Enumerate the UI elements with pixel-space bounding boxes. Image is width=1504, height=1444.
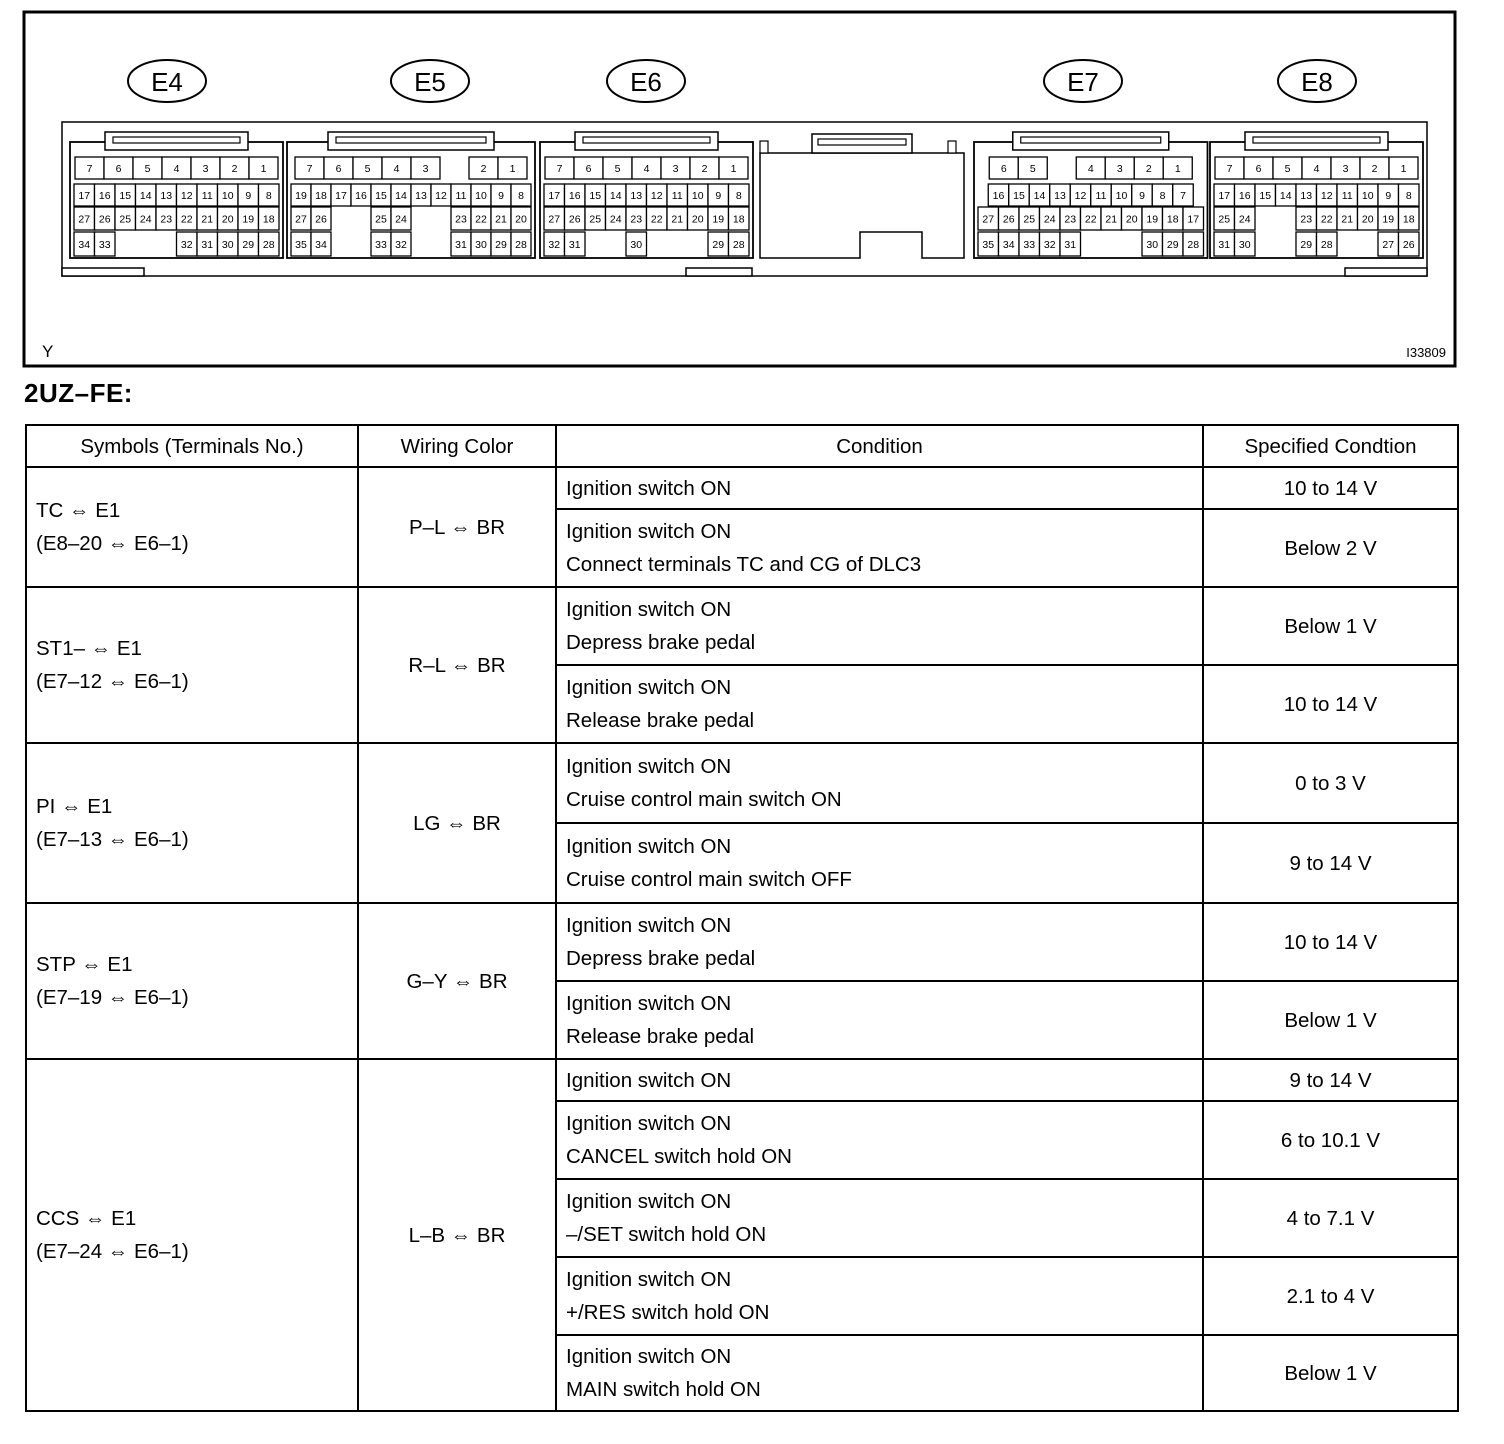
pin-number: 15 — [119, 190, 132, 202]
pin-number: 16 — [98, 190, 111, 202]
pin-number: 24 — [1238, 213, 1251, 226]
pin-number: 32 — [1043, 239, 1056, 251]
specified-condition-cell: Below 1 V — [1203, 1335, 1458, 1411]
pin-number: 19 — [242, 213, 255, 226]
pin-number: 33 — [375, 239, 387, 251]
pin-number: 9 — [1139, 190, 1145, 202]
symbol-cell — [26, 903, 358, 1059]
pin-number: 27 — [548, 213, 561, 226]
condition-line: Ignition switch ON — [566, 520, 732, 543]
condition-line: Release brake pedal — [566, 1025, 755, 1048]
condition-line: Ignition switch ON — [566, 835, 732, 858]
pin-number: 35 — [982, 239, 995, 251]
specified-condition-cell: 9 to 14 V — [1203, 823, 1458, 903]
pin-number: 31 — [455, 239, 467, 251]
terminal-numbers: (E7–12 ⇔ E6–1) — [36, 670, 189, 693]
pin-number: 6 — [585, 163, 592, 175]
pin-number: 19 — [1382, 213, 1395, 226]
pin-number: 26 — [98, 213, 111, 226]
connector-label-e8 — [1278, 60, 1356, 102]
housing-tab-center — [686, 268, 752, 276]
connector-latch-slot — [583, 137, 710, 143]
condition-line: Ignition switch ON — [566, 755, 732, 778]
condition-line: Ignition switch ON — [566, 992, 732, 1015]
pin-number: 34 — [78, 239, 91, 251]
pin-number: 33 — [98, 239, 111, 251]
table-row — [26, 903, 1458, 981]
pin-number: 14 — [395, 190, 407, 202]
pin-number: 8 — [518, 190, 524, 202]
condition-cell — [556, 1179, 1203, 1257]
specified-condition-cell: Below 1 V — [1203, 981, 1458, 1059]
pin-number: 27 — [295, 213, 307, 226]
connector-e4 — [70, 132, 283, 258]
condition-line: Depress brake pedal — [566, 947, 756, 970]
pin-number: 9 — [1385, 190, 1392, 202]
specified-condition-cell: 9 to 14 V — [1203, 1059, 1458, 1101]
pin-number: 3 — [422, 163, 429, 175]
condition-line: MAIN switch hold ON — [566, 1378, 761, 1401]
connector-label-e6 — [607, 60, 685, 102]
pin-number: 31 — [1218, 239, 1231, 251]
pin-number: 19 — [712, 213, 725, 226]
pin-number: 32 — [395, 239, 407, 251]
pin-number: 25 — [1218, 213, 1231, 226]
connector-e5 — [287, 132, 535, 258]
wiring-color-cell: R–L ⇔ BR — [358, 587, 556, 743]
pin-number: 28 — [515, 239, 527, 251]
header-specified-condition: Specified Condtion — [1203, 425, 1458, 467]
pin-number: 12 — [435, 190, 447, 202]
header-condition: Condition — [556, 425, 1203, 467]
condition-cell — [556, 1335, 1203, 1411]
pin-number: 11 — [1341, 190, 1353, 202]
pin-number: 28 — [1320, 239, 1333, 251]
condition-cell — [556, 1257, 1203, 1335]
pin-number: 14 — [609, 190, 622, 202]
pin-number: 15 — [589, 190, 602, 202]
terminal-numbers: (E7–19 ⇔ E6–1) — [36, 986, 189, 1009]
pin-number: 34 — [1002, 239, 1015, 251]
pin-number: 31 — [201, 239, 214, 251]
pin-number: 20 — [691, 213, 704, 226]
symbol-cell — [26, 587, 358, 743]
pin-number: 31 — [1064, 239, 1077, 251]
condition-line: Ignition switch ON — [566, 1268, 732, 1291]
condition-line: Ignition switch ON — [566, 676, 732, 699]
condition-line: Ignition switch ON — [566, 598, 732, 621]
pin-number: 5 — [144, 163, 151, 175]
pin-number: 1 — [1400, 163, 1407, 175]
specified-condition-cell: 0 to 3 V — [1203, 743, 1458, 823]
housing-tab-right — [1345, 268, 1427, 276]
pin-number: 22 — [475, 213, 487, 226]
pin-number: 19 — [1146, 213, 1159, 226]
condition-cell — [556, 903, 1203, 981]
pin-number: 30 — [1238, 239, 1251, 251]
pin-number: 30 — [1146, 239, 1159, 251]
pin-number: 3 — [1342, 163, 1349, 175]
connector-label-e7 — [1044, 60, 1122, 102]
pin-number: 1 — [509, 163, 516, 175]
spec-table — [25, 424, 1459, 1412]
svg-text:E6: E6 — [630, 67, 662, 97]
pin-number: 12 — [1320, 190, 1333, 202]
pin-number: 35 — [295, 239, 307, 251]
pin-number: 25 — [1023, 213, 1036, 226]
specified-condition-cell: Below 1 V — [1203, 587, 1458, 665]
pin-number: 32 — [548, 239, 561, 251]
pin-number: 17 — [548, 190, 561, 202]
symbol-text: ST1– ⇔ E1 — [36, 637, 142, 660]
specified-condition-cell: 4 to 7.1 V — [1203, 1179, 1458, 1257]
specified-condition-cell: 10 to 14 V — [1203, 903, 1458, 981]
pin-number: 9 — [498, 190, 504, 202]
pin-number: 30 — [221, 239, 234, 251]
pin-number: 14 — [1279, 190, 1292, 202]
pin-number: 16 — [568, 190, 581, 202]
pin-number: 13 — [630, 190, 643, 202]
pin-number: 4 — [1313, 163, 1320, 175]
pin-number: 26 — [568, 213, 581, 226]
pin-number: 22 — [650, 213, 663, 226]
specified-condition-cell: 2.1 to 4 V — [1203, 1257, 1458, 1335]
pin-number: 18 — [1166, 213, 1179, 226]
table-row — [26, 1059, 1458, 1101]
pin-number: 16 — [992, 190, 1005, 202]
pin-number: 5 — [364, 163, 371, 175]
connector-latch-slot — [113, 137, 240, 143]
pin-number: 34 — [315, 239, 327, 251]
figure-id: I33809 — [1406, 345, 1446, 360]
pin-number: 13 — [415, 190, 427, 202]
pin-number: 11 — [201, 190, 213, 202]
pin-number: 15 — [1259, 190, 1272, 202]
pin-number: 4 — [173, 163, 180, 175]
terminal-numbers: (E7–24 ⇔ E6–1) — [36, 1240, 189, 1263]
pin-number: 23 — [160, 213, 173, 226]
condition-cell — [556, 1059, 1203, 1101]
condition-line: Depress brake pedal — [566, 631, 756, 654]
pin-number: 13 — [1300, 190, 1313, 202]
connector-latch-slot — [1253, 137, 1380, 143]
pin-number: 7 — [556, 163, 563, 175]
header-symbols: Symbols (Terminals No.) — [26, 425, 358, 467]
connector-latch-slot — [1021, 137, 1161, 143]
condition-line: Release brake pedal — [566, 709, 755, 732]
condition-cell — [556, 823, 1203, 903]
pin-number: 29 — [1300, 239, 1313, 251]
condition-line: CANCEL switch hold ON — [566, 1145, 792, 1168]
pin-number: 20 — [1125, 213, 1138, 226]
connector-label-e4 — [128, 60, 206, 102]
pin-number: 8 — [1405, 190, 1412, 202]
connector-e6 — [540, 132, 753, 258]
wiring-color-cell: L–B ⇔ BR — [358, 1059, 556, 1411]
pin-number: 13 — [1054, 190, 1066, 202]
pin-number: 11 — [1095, 190, 1107, 202]
connector-label-e5 — [391, 60, 469, 102]
pin-number: 11 — [455, 190, 467, 202]
pin-number: 2 — [231, 163, 238, 175]
pin-number: 17 — [1218, 190, 1231, 202]
pin-number: 8 — [735, 190, 742, 202]
pin-number: 33 — [1023, 239, 1036, 251]
header-row — [26, 425, 1458, 467]
svg-text:E7: E7 — [1067, 67, 1099, 97]
pin-number: 27 — [982, 213, 995, 226]
pin-number: 16 — [355, 190, 367, 202]
pin-number: 24 — [1043, 213, 1056, 226]
condition-line: Ignition switch ON — [566, 476, 732, 500]
pin-number: 11 — [671, 190, 683, 202]
header-wiring-color: Wiring Color — [358, 425, 556, 467]
pin-number: 30 — [475, 239, 487, 251]
pin-number: 8 — [1159, 190, 1166, 202]
pin-number: 20 — [1361, 213, 1374, 226]
pin-number: 30 — [630, 239, 643, 251]
pin-number: 4 — [393, 163, 400, 175]
condition-cell — [556, 665, 1203, 743]
specified-condition-cell: Below 2 V — [1203, 509, 1458, 587]
condition-line: Ignition switch ON — [566, 1190, 732, 1213]
terminal-numbers: (E8–20 ⇔ E6–1) — [36, 532, 189, 555]
svg-text:E4: E4 — [151, 67, 183, 97]
pin-number: 2 — [1371, 163, 1378, 175]
symbol-text: TC ⇔ E1 — [36, 499, 121, 522]
pin-number: 19 — [295, 190, 307, 202]
pin-number: 29 — [712, 239, 725, 251]
condition-line: Connect terminals TC and CG of DLC3 — [566, 553, 922, 576]
table-row — [26, 467, 1458, 509]
pin-number: 8 — [265, 190, 272, 202]
pin-number: 12 — [1074, 190, 1087, 202]
symbol-cell — [26, 467, 358, 587]
pin-number: 14 — [139, 190, 152, 202]
pin-number: 28 — [732, 239, 745, 251]
pin-number: 28 — [1187, 239, 1200, 251]
pin-number: 6 — [1000, 163, 1007, 175]
pin-number: 9 — [715, 190, 722, 202]
pin-number: 17 — [78, 190, 91, 202]
pin-number: 21 — [1105, 213, 1118, 226]
symbol-cell — [26, 743, 358, 903]
pin-number: 1 — [730, 163, 737, 175]
condition-line: –/SET switch hold ON — [566, 1223, 767, 1246]
pin-number: 18 — [732, 213, 745, 226]
pin-number: 25 — [119, 213, 132, 226]
pin-number: 12 — [180, 190, 193, 202]
condition-cell — [556, 587, 1203, 665]
pin-number: 3 — [1116, 163, 1123, 175]
pin-number: 7 — [306, 163, 313, 175]
pin-number: 7 — [1226, 163, 1233, 175]
pin-number: 10 — [1115, 190, 1128, 202]
pin-number: 27 — [78, 213, 91, 226]
svg-text:E8: E8 — [1301, 67, 1333, 97]
condition-cell — [556, 467, 1203, 509]
pin-number: 23 — [455, 213, 467, 226]
pin-number: 3 — [672, 163, 679, 175]
pin-number: 1 — [1174, 163, 1181, 175]
pin-number: 26 — [1402, 239, 1415, 251]
pin-number: 5 — [1284, 163, 1291, 175]
pin-number: 10 — [475, 190, 487, 202]
pin-number: 24 — [139, 213, 152, 226]
pin-number: 25 — [375, 213, 387, 226]
pin-number: 10 — [1361, 190, 1374, 202]
section-title: 2UZ–FE: — [24, 378, 133, 408]
pin-number: 2 — [480, 163, 487, 175]
pin-number: 23 — [630, 213, 643, 226]
specified-condition-cell: 10 to 14 V — [1203, 467, 1458, 509]
symbol-cell — [26, 1059, 358, 1411]
pin-number: 18 — [262, 213, 275, 226]
housing-tab-left — [62, 268, 144, 276]
table-row — [26, 587, 1458, 665]
pin-number: 15 — [375, 190, 387, 202]
condition-cell — [556, 1101, 1203, 1179]
svg-text:E5: E5 — [414, 67, 446, 97]
condition-line: +/RES switch hold ON — [566, 1301, 770, 1324]
pin-number: 24 — [609, 213, 622, 226]
wiring-color-cell: G–Y ⇔ BR — [358, 903, 556, 1059]
table-row — [26, 743, 1458, 823]
pin-number: 7 — [1180, 190, 1186, 202]
pin-number: 7 — [86, 163, 93, 175]
pin-number: 32 — [180, 239, 193, 251]
pin-number: 22 — [180, 213, 193, 226]
specified-condition-cell: 10 to 14 V — [1203, 665, 1458, 743]
wiring-color-cell: LG ⇔ BR — [358, 743, 556, 903]
pin-number: 23 — [1064, 213, 1077, 226]
pin-number: 1 — [260, 163, 267, 175]
pin-number: 26 — [1002, 213, 1015, 226]
pin-number: 29 — [495, 239, 507, 251]
pin-number: 6 — [115, 163, 122, 175]
condition-line: Ignition switch ON — [566, 1345, 732, 1368]
corner-label: Y — [42, 342, 54, 361]
condition-line: Cruise control main switch ON — [566, 788, 842, 811]
pin-number: 23 — [1300, 213, 1313, 226]
pin-number: 22 — [1084, 213, 1097, 226]
pin-number: 12 — [650, 190, 663, 202]
pin-number: 2 — [701, 163, 708, 175]
connector-e8 — [1210, 132, 1423, 258]
pin-number: 24 — [395, 213, 407, 226]
connector-latch-slot — [336, 137, 486, 143]
condition-line: Ignition switch ON — [566, 1112, 732, 1135]
pin-number: 5 — [614, 163, 621, 175]
pin-number: 27 — [1382, 239, 1395, 251]
pin-number: 3 — [202, 163, 209, 175]
condition-cell — [556, 509, 1203, 587]
pin-number: 10 — [221, 190, 234, 202]
symbol-text: STP ⇔ E1 — [36, 953, 133, 976]
pin-number: 17 — [335, 190, 347, 202]
specified-condition-cell: 6 to 10.1 V — [1203, 1101, 1458, 1179]
pin-number: 18 — [315, 190, 327, 202]
pin-number: 2 — [1145, 163, 1152, 175]
pin-number: 9 — [245, 190, 252, 202]
pin-number: 21 — [671, 213, 684, 226]
pin-number: 6 — [335, 163, 342, 175]
terminal-numbers: (E7–13 ⇔ E6–1) — [36, 828, 189, 851]
pin-number: 21 — [1341, 213, 1354, 226]
condition-line: Ignition switch ON — [566, 914, 732, 937]
wiring-color-cell: P–L ⇔ BR — [358, 467, 556, 587]
pin-number: 14 — [1033, 190, 1046, 202]
condition-line: Cruise control main switch OFF — [566, 868, 852, 891]
pin-number: 22 — [1320, 213, 1333, 226]
condition-cell — [556, 981, 1203, 1059]
pin-number: 25 — [589, 213, 602, 226]
pin-number: 16 — [1238, 190, 1251, 202]
pin-number: 28 — [262, 239, 275, 251]
connector-diagram — [0, 0, 1504, 372]
symbol-text: PI ⇔ E1 — [36, 795, 113, 818]
pin-number: 20 — [515, 213, 527, 226]
pin-number: 17 — [1187, 213, 1200, 226]
pin-number: 21 — [201, 213, 214, 226]
pin-number: 21 — [495, 213, 507, 226]
pin-number: 29 — [242, 239, 255, 251]
pin-number: 6 — [1255, 163, 1262, 175]
condition-cell — [556, 743, 1203, 823]
pin-number: 4 — [1087, 163, 1094, 175]
connector-e7 — [974, 132, 1208, 258]
pin-number: 20 — [221, 213, 234, 226]
pin-number: 10 — [691, 190, 704, 202]
pin-number: 5 — [1029, 163, 1036, 175]
pin-number: 31 — [568, 239, 581, 251]
condition-line: Ignition switch ON — [566, 1068, 732, 1092]
pin-number: 18 — [1402, 213, 1415, 226]
symbol-text: CCS ⇔ E1 — [36, 1207, 137, 1230]
pin-number: 4 — [643, 163, 650, 175]
pin-number: 13 — [160, 190, 173, 202]
pin-number: 29 — [1166, 239, 1179, 251]
pin-number: 26 — [315, 213, 327, 226]
pin-number: 15 — [1013, 190, 1025, 202]
